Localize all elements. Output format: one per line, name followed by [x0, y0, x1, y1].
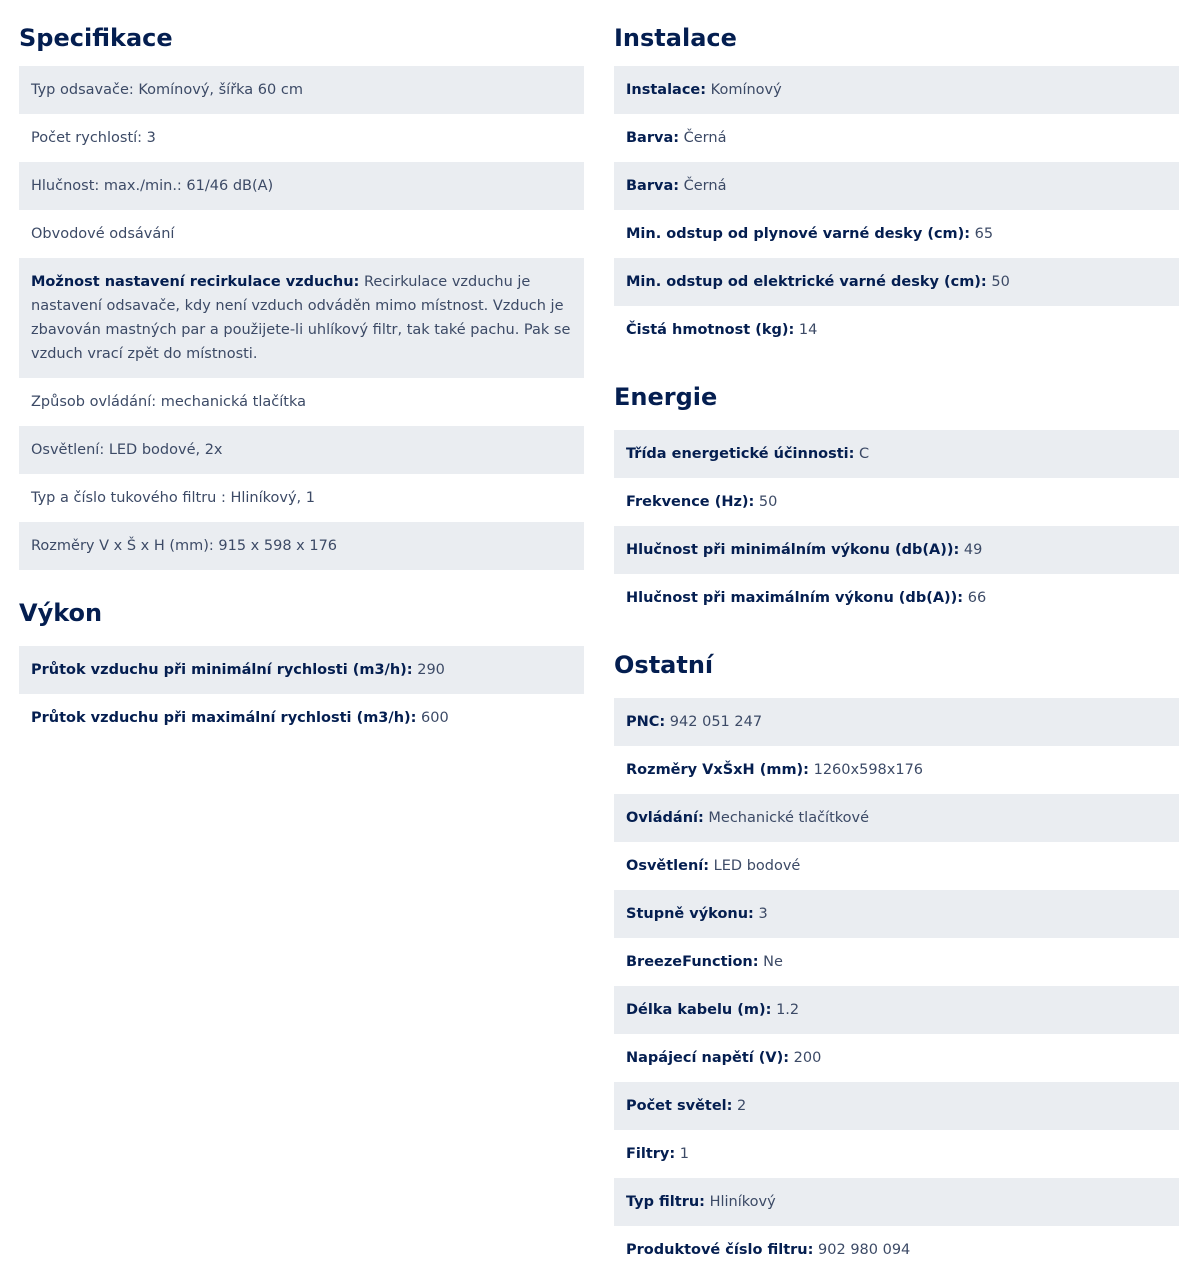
spec-label: Min. odstup od plynové varné desky (cm):: [626, 226, 971, 242]
spec-value: 290: [412, 662, 445, 678]
spec-text: Osvětlení: LED bodové, 2x: [31, 442, 223, 458]
spec-value: 14: [794, 322, 818, 338]
spec-row: [19, 114, 584, 162]
spec-list-instalace: [614, 66, 1179, 354]
spec-value: Černá: [679, 130, 727, 146]
spec-label: Ovládání:: [626, 810, 704, 826]
spec-row: [614, 66, 1179, 114]
spec-label: Barva:: [626, 130, 680, 146]
spec-row: [19, 210, 584, 258]
section-specifikace: [19, 0, 584, 570]
spec-value: Recirkulace vzduchu je nastavení odsavače, kdy není vzduch odváděn mimo místnost. Vzduch je zbavován mastných par a použijete-li uhlíkový filtr, tak také pachu. Pak se vzduch vrací zpět do místnosti.: [31, 274, 571, 362]
spec-text: Rozměry V x Š x H (mm): 915 x 598 x 176: [31, 538, 338, 554]
spec-label: PNC:: [626, 714, 666, 730]
spec-label: Instalace:: [626, 82, 707, 98]
right-column: [614, 0, 1179, 1274]
spec-row: [614, 698, 1179, 746]
spec-label: Produktové číslo filtru:: [626, 1242, 814, 1258]
spec-list-ostatni: [614, 698, 1179, 1274]
spec-label: Možnost nastavení recirkulace vzduchu:: [31, 274, 360, 290]
spec-row: [19, 426, 584, 474]
spec-row: [614, 478, 1179, 526]
spec-text: Počet rychlostí: 3: [31, 130, 156, 146]
spec-row: [19, 646, 584, 694]
spec-row: [614, 890, 1179, 938]
spec-value: 1: [675, 1146, 690, 1162]
spec-text: Typ odsavače: Komínový, šířka 60 cm: [31, 82, 303, 98]
spec-row: [614, 114, 1179, 162]
spec-value: C: [854, 446, 870, 462]
spec-value: 49: [959, 542, 983, 558]
spec-row: [19, 258, 584, 378]
section-title-ostatni: Ostatní: [614, 651, 714, 679]
spec-label: Stupně výkonu:: [626, 906, 754, 922]
spec-value: 66: [963, 590, 987, 606]
section-title-energie: Energie: [614, 383, 718, 411]
spec-label: Průtok vzduchu při minimální rychlosti (m3/h):: [31, 662, 413, 678]
spec-row: [614, 162, 1179, 210]
spec-text: Typ a číslo tukového filtru : Hliníkový, 1: [31, 490, 315, 506]
spec-row: [19, 522, 584, 570]
left-column: [19, 0, 584, 742]
spec-label: Délka kabelu (m):: [626, 1002, 772, 1018]
spec-value: 600: [416, 710, 449, 726]
spec-label: Min. odstup od elektrické varné desky (cm):: [626, 274, 987, 290]
spec-row: [19, 66, 584, 114]
spec-value: Ne: [758, 954, 783, 970]
spec-list-specifikace: [19, 66, 584, 570]
spec-list-vykon: [19, 646, 584, 742]
spec-row: [614, 258, 1179, 306]
spec-label: Osvětlení:: [626, 858, 710, 874]
spec-row: [614, 1082, 1179, 1130]
spec-row: [19, 474, 584, 522]
spec-label: Barva:: [626, 178, 680, 194]
section-title-specifikace: Specifikace: [19, 24, 173, 52]
spec-value: 942 051 247: [665, 714, 763, 730]
spec-label: Počet světel:: [626, 1098, 733, 1114]
spec-row: [614, 938, 1179, 986]
spec-row: [614, 842, 1179, 890]
spec-label: Čistá hmotnost (kg):: [626, 322, 795, 338]
spec-value: 1260x598x176: [809, 762, 924, 778]
spec-text: Hlučnost: max./min.: 61/46 dB(A): [31, 178, 274, 194]
section-ostatni: [614, 622, 1179, 1274]
spec-label: Typ filtru:: [626, 1194, 705, 1210]
spec-row: [19, 378, 584, 426]
spec-row: [614, 1130, 1179, 1178]
spec-label: BreezeFunction:: [626, 954, 759, 970]
spec-value: 3: [753, 906, 768, 922]
spec-value: 1.2: [771, 1002, 800, 1018]
spec-row: [19, 162, 584, 210]
spec-row: [614, 1034, 1179, 1082]
spec-value: Komínový: [706, 82, 782, 98]
spec-value: 2: [732, 1098, 747, 1114]
spec-label: Napájecí napětí (V):: [626, 1050, 790, 1066]
spec-label: Rozměry VxŠxH (mm):: [626, 762, 809, 778]
spec-row: [614, 306, 1179, 354]
spec-value: LED bodové: [709, 858, 801, 874]
spec-row: [614, 210, 1179, 258]
spec-value: 50: [754, 494, 778, 510]
spec-value: Mechanické tlačítkové: [703, 810, 870, 826]
spec-row: [614, 986, 1179, 1034]
spec-row: [614, 1226, 1179, 1274]
spec-text: Způsob ovládání: mechanická tlačítka: [31, 394, 306, 410]
spec-label: Hlučnost při maximálním výkonu (db(A)):: [626, 590, 964, 606]
section-vykon: [19, 570, 584, 742]
spec-row: [614, 746, 1179, 794]
spec-value: Hliníkový: [704, 1194, 776, 1210]
section-energie: [614, 354, 1179, 622]
spec-list-energie: [614, 430, 1179, 622]
spec-label: Třída energetické účinnosti:: [626, 446, 855, 462]
spec-row: [614, 526, 1179, 574]
section-title-vykon: Výkon: [19, 599, 103, 627]
spec-row: [614, 574, 1179, 622]
spec-row: [614, 794, 1179, 842]
spec-row: [614, 430, 1179, 478]
section-instalace: [614, 0, 1179, 354]
spec-value: Černá: [679, 178, 727, 194]
spec-value: 65: [970, 226, 994, 242]
section-title-instalace: Instalace: [614, 24, 737, 52]
spec-value: 902 980 094: [813, 1242, 911, 1258]
spec-value: 200: [789, 1050, 822, 1066]
spec-label: Průtok vzduchu při maximální rychlosti (m3/h):: [31, 710, 417, 726]
spec-label: Filtry:: [626, 1146, 676, 1162]
spec-value: 50: [986, 274, 1010, 290]
spec-text: Obvodové odsávání: [31, 226, 175, 242]
spec-row: [614, 1178, 1179, 1226]
spec-row: [19, 694, 584, 742]
spec-label: Frekvence (Hz):: [626, 494, 755, 510]
spec-label: Hlučnost při minimálním výkonu (db(A)):: [626, 542, 960, 558]
